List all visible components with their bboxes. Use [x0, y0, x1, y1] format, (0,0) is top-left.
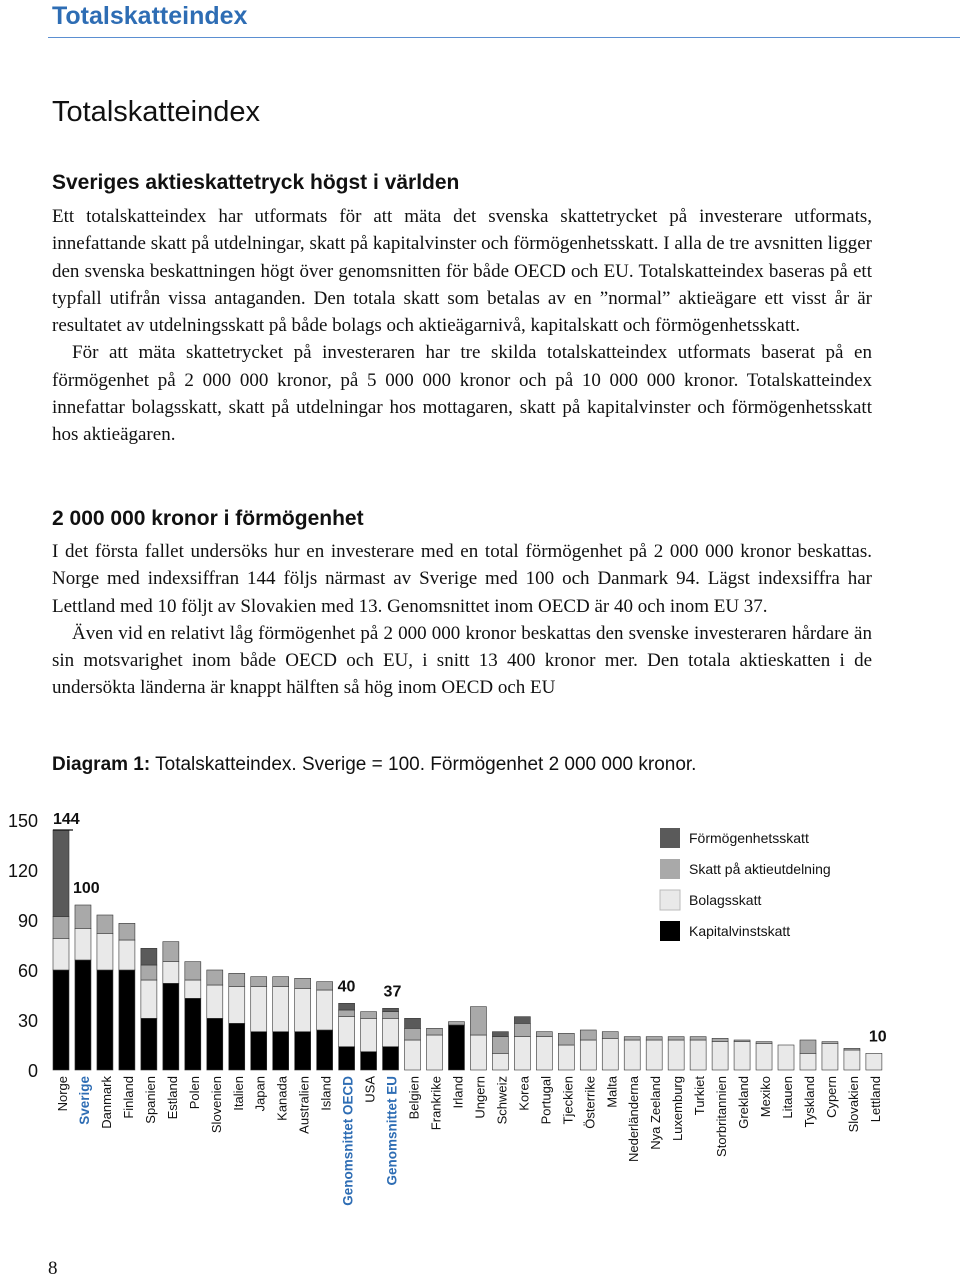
bar-segment-bolagsskatt [800, 1053, 816, 1070]
annotation-label: 10 [868, 1028, 887, 1046]
section2-paragraph-1: I det första fallet undersöks hur en investerare med en total förmögenhet på 2 000 000 kronor beskattas. Norge med indexsiffran 144 följs närmast av Sverige med 100 och Danmark 94. Lägst indexsiffra har Lettland med 10 följt av Slovakien med 13. Genomsnittet inom OECD är 40 och inom EU 37. [52, 541, 872, 617]
category-label: Belgien [406, 1076, 422, 1120]
legend-swatch-kapitalvinstskatt [660, 921, 680, 941]
bar-segment-bolagsskatt [317, 990, 333, 1030]
bar-segment-formogenhetsskatt [405, 1018, 421, 1028]
bar-segment-skatt_pa_aktieutdelning [405, 1028, 421, 1040]
legend-label-formogenhetsskatt: Förmögenhetsskatt [689, 830, 809, 846]
bar-segment-bolagsskatt [405, 1040, 421, 1070]
bar-segment-bolagsskatt [163, 962, 179, 984]
bar-segment-kapitalvinstskatt [361, 1052, 377, 1070]
bar-segment-formogenhetsskatt [141, 948, 157, 965]
bar-segment-skatt_pa_aktieutdelning [361, 1012, 377, 1019]
bar-segment-skatt_pa_aktieutdelning [712, 1038, 728, 1041]
y-tick-label: 30 [17, 1011, 38, 1031]
category-label: USA [362, 1076, 378, 1103]
bar-segment-skatt_pa_aktieutdelning [141, 965, 157, 980]
category-label: Österrike [582, 1076, 598, 1129]
bar-segment-bolagsskatt [361, 1018, 377, 1051]
bar-segment-skatt_pa_aktieutdelning [207, 970, 223, 985]
bar-segment-bolagsskatt [514, 1037, 530, 1070]
bar-segment-formogenhetsskatt [339, 1003, 355, 1010]
bar-segment-skatt_pa_aktieutdelning [53, 917, 69, 939]
bar-segment-bolagsskatt [580, 1040, 596, 1070]
annotation-label: 37 [383, 983, 402, 1001]
category-label: Lettland [867, 1076, 883, 1123]
bar-segment-skatt_pa_aktieutdelning [602, 1032, 618, 1039]
bar-segment-kapitalvinstskatt [75, 960, 91, 1070]
bar-segment-formogenhetsskatt [492, 1032, 508, 1037]
bar-segment-skatt_pa_aktieutdelning [448, 1022, 464, 1025]
bar-segment-kapitalvinstskatt [207, 1018, 223, 1070]
bar-segment-skatt_pa_aktieutdelning [734, 1040, 750, 1042]
bar-segment-skatt_pa_aktieutdelning [251, 977, 267, 987]
category-label: Genomsnittet OECD [340, 1076, 356, 1206]
category-label: Norge [55, 1076, 70, 1112]
bar-segment-kapitalvinstskatt [295, 1032, 311, 1070]
bar-segment-bolagsskatt [273, 987, 289, 1032]
bar-segment-formogenhetsskatt [514, 1017, 530, 1024]
bar-segment-kapitalvinstskatt [339, 1047, 355, 1070]
category-label: Litauen [780, 1076, 796, 1119]
category-label: Island [318, 1076, 334, 1111]
bar-segment-bolagsskatt [624, 1040, 640, 1070]
bar-segment-kapitalvinstskatt [163, 983, 179, 1070]
bar-segment-bolagsskatt [646, 1040, 662, 1070]
bar-segment-bolagsskatt [492, 1053, 508, 1070]
annotation-label: 40 [337, 978, 356, 996]
bar-segment-skatt_pa_aktieutdelning [492, 1037, 508, 1054]
category-label: Portugal [538, 1076, 554, 1125]
bar-segment-bolagsskatt [668, 1040, 684, 1070]
category-label: Grekland [736, 1076, 752, 1129]
bar-segment-bolagsskatt [251, 987, 267, 1032]
category-label: Irland [450, 1076, 466, 1109]
category-label: Sverige [76, 1076, 92, 1125]
legend-swatch-formogenhetsskatt [660, 828, 680, 848]
bar-segment-bolagsskatt [229, 987, 245, 1024]
bar-segment-skatt_pa_aktieutdelning [536, 1032, 552, 1037]
legend-label-bolagsskatt: Bolagsskatt [689, 892, 762, 908]
intro-paragraph-2: För att mäta skattetrycket på investeraren har tre skilda totalskatteindex utformats baserat på en förmögenhet på 2 000 000 kronor, på 5 000 000 kronor och på 10 000 000 kronor. Totalskatteindex innefattar bolagsskatt, skatt på utdelningar hos mottagaren, skatt på kapitalvinster och förmögenhetsskatt hos aktieägaren. [52, 342, 872, 446]
bar-segment-skatt_pa_aktieutdelning [97, 915, 113, 933]
bar-segment-kapitalvinstskatt [383, 1047, 399, 1070]
bar-segment-bolagsskatt [558, 1045, 574, 1070]
category-label: Luxemburg [670, 1076, 686, 1142]
bar-segment-bolagsskatt [75, 928, 91, 960]
bar-segment-formogenhetsskatt [383, 1008, 399, 1011]
bar-segment-skatt_pa_aktieutdelning [185, 962, 201, 980]
y-tick-label: 60 [17, 961, 38, 981]
bar-segment-skatt_pa_aktieutdelning [295, 978, 311, 988]
bar-segment-skatt_pa_aktieutdelning [690, 1037, 706, 1040]
bar-segment-skatt_pa_aktieutdelning [822, 1042, 838, 1044]
bar-segment-skatt_pa_aktieutdelning [580, 1030, 596, 1040]
y-tick-label: 120 [7, 861, 38, 881]
bar-segment-bolagsskatt [295, 988, 311, 1031]
bar-segment-bolagsskatt [734, 1042, 750, 1070]
legend-swatch-skatt_pa_aktieutdelning [660, 859, 680, 879]
category-label: Estland [164, 1076, 180, 1120]
bar-segment-bolagsskatt [426, 1035, 442, 1070]
bar-segment-bolagsskatt [712, 1042, 728, 1070]
bar-segment-kapitalvinstskatt [251, 1032, 267, 1070]
category-label: Storbritannien [714, 1076, 730, 1157]
caption-text: Totalskatteindex. Sverige = 100. Förmögenhet 2 000 000 kronor. [155, 754, 697, 775]
bar-segment-kapitalvinstskatt [53, 970, 69, 1070]
bar-segment-skatt_pa_aktieutdelning [383, 1012, 399, 1019]
category-label: Genomsnittet EU [384, 1076, 400, 1186]
annotation-label: 144 [53, 811, 80, 828]
category-label: Kanada [274, 1076, 290, 1121]
bar-segment-skatt_pa_aktieutdelning [317, 982, 333, 990]
bar-segment-skatt_pa_aktieutdelning [558, 1033, 574, 1045]
category-label: Polen [186, 1076, 202, 1110]
bar-segment-skatt_pa_aktieutdelning [668, 1037, 684, 1040]
category-label: Tjeckien [560, 1076, 576, 1125]
y-tick-label: 150 [7, 811, 38, 831]
bar-segment-bolagsskatt [383, 1018, 399, 1046]
bar-segment-kapitalvinstskatt [141, 1018, 157, 1070]
bar-segment-skatt_pa_aktieutdelning [756, 1042, 772, 1044]
intro-paragraph-1: Ett totalskatteindex har utformats för att mäta det svenska skattetrycket på investerare utformats, innefattande skatt på utdelningar, skatt på kapitalvinster och förmögenhetsskatt. I alla de tre avsnitten ligger den svenska beskattningen högt över genomsnitten för både OECD och EU. Totalskatteindex baseras på ett typfall utifrån vissa antaganden. Den totala skatt som betalas av en ”normal” aktieägare ett visst år är resultatet av utdelningsskatt på både bolags och aktieägarnivå, kapitalskatt och förmögenhetsskatt. [52, 206, 872, 337]
category-label: Nya Zeeland [648, 1076, 664, 1150]
bar-segment-kapitalvinstskatt [97, 970, 113, 1070]
bar-segment-skatt_pa_aktieutdelning [646, 1037, 662, 1040]
category-label: Danmark [98, 1076, 114, 1129]
bar-segment-bolagsskatt [141, 980, 157, 1018]
category-label: Korea [516, 1076, 532, 1111]
section2-paragraph-2: Även vid en relativt låg förmögenhet på 2 000 000 kronor beskattas den svenske investeraren hårdare än sin motsvarighet inom både OECD och EU, i snitt 13 400 kronor mer. Den totala aktieskatten i de undersökta länderna är knappt hälften så hög inom OECD och EU [52, 622, 872, 699]
bar-segment-skatt_pa_aktieutdelning [229, 973, 245, 986]
category-label: Malta [604, 1076, 620, 1108]
category-label: Turkiet [692, 1076, 708, 1116]
category-label: Slovakien [845, 1076, 861, 1133]
bar-segment-bolagsskatt [844, 1050, 860, 1070]
bar-segment-bolagsskatt [822, 1043, 838, 1070]
bar-segment-skatt_pa_aktieutdelning [75, 905, 91, 928]
bar-segment-kapitalvinstskatt [229, 1023, 245, 1070]
bar-segment-kapitalvinstskatt [185, 998, 201, 1070]
bar-segment-skatt_pa_aktieutdelning [163, 942, 179, 962]
category-label: Schweiz [494, 1076, 510, 1125]
bar-segment-bolagsskatt [97, 933, 113, 970]
bar-segment-kapitalvinstskatt [317, 1030, 333, 1070]
legend-swatch-bolagsskatt [660, 890, 680, 910]
bar-segment-skatt_pa_aktieutdelning [470, 1007, 486, 1035]
category-label: Italien [230, 1076, 246, 1111]
bar-segment-bolagsskatt [602, 1038, 618, 1070]
bar-segment-skatt_pa_aktieutdelning [339, 1010, 355, 1017]
bar-segment-kapitalvinstskatt [273, 1032, 289, 1070]
bar-segment-bolagsskatt [536, 1037, 552, 1070]
y-tick-label: 0 [27, 1061, 38, 1081]
section2-heading: 2 000 000 kronor i förmögenhet [52, 507, 364, 530]
bar-segment-skatt_pa_aktieutdelning [273, 977, 289, 987]
bar-segment-bolagsskatt [119, 940, 135, 970]
category-label: Frankrike [428, 1076, 444, 1131]
category-label: Australien [296, 1076, 312, 1134]
bar-segment-skatt_pa_aktieutdelning [426, 1028, 442, 1035]
category-label: Ungern [472, 1076, 488, 1119]
category-label: Spanien [142, 1076, 158, 1124]
bar-segment-kapitalvinstskatt [448, 1025, 464, 1070]
bar-segment-bolagsskatt [470, 1035, 486, 1070]
bar-segment-bolagsskatt [690, 1040, 706, 1070]
bar-segment-skatt_pa_aktieutdelning [844, 1048, 860, 1050]
bar-segment-formogenhetsskatt [53, 830, 69, 917]
annotation-label: 100 [72, 880, 100, 897]
y-tick-label: 90 [17, 911, 38, 931]
category-label: Cypern [823, 1076, 839, 1118]
legend-label-kapitalvinstskatt: Kapitalvinstskatt [689, 923, 791, 939]
bar-segment-bolagsskatt [756, 1043, 772, 1070]
bar-segment-skatt_pa_aktieutdelning [624, 1037, 640, 1040]
category-label: Mexiko [758, 1076, 774, 1118]
caption-label: Diagram 1: [52, 754, 151, 775]
category-label: Nederländerna [626, 1076, 642, 1163]
bar-segment-bolagsskatt [53, 938, 69, 970]
bar-segment-bolagsskatt [207, 985, 223, 1018]
category-label: Finland [120, 1076, 136, 1119]
bar-segment-kapitalvinstskatt [119, 970, 135, 1070]
bar-segment-bolagsskatt [339, 1017, 355, 1047]
bar-segment-skatt_pa_aktieutdelning [800, 1040, 816, 1053]
category-label: Tyskland [801, 1076, 817, 1128]
bar-segment-bolagsskatt [866, 1053, 882, 1070]
page-number: 8 [48, 1258, 58, 1279]
bar-segment-bolagsskatt [778, 1045, 794, 1070]
header-title: Totalskatteindex [52, 2, 248, 30]
intro-heading: Sveriges aktieskattetryck högst i världen [52, 171, 460, 194]
legend-label-skatt_pa_aktieutdelning: Skatt på aktieutdelning [689, 861, 831, 877]
bar-segment-bolagsskatt [185, 980, 201, 998]
category-label: Slovenien [208, 1076, 224, 1134]
bar-segment-skatt_pa_aktieutdelning [514, 1023, 530, 1036]
category-label: Japan [252, 1076, 268, 1112]
page-title: Totalskatteindex [52, 96, 260, 128]
bar-segment-skatt_pa_aktieutdelning [119, 923, 135, 940]
